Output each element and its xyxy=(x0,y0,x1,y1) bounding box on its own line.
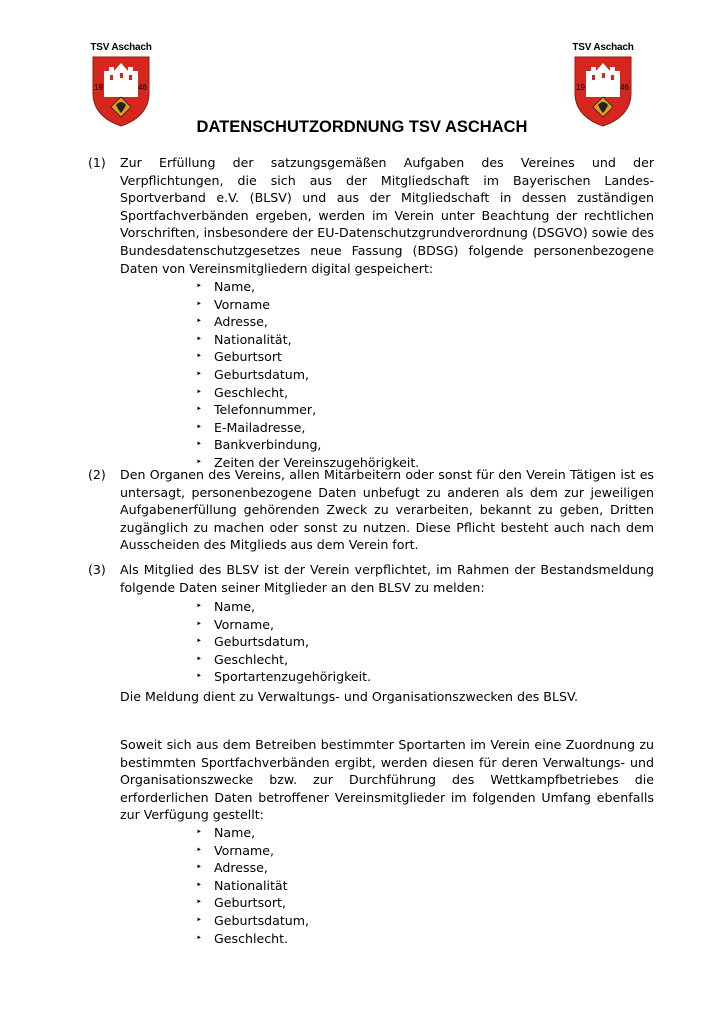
list-item: ‣ Geburtsort xyxy=(196,348,419,366)
list-item: ‣ Name, xyxy=(196,278,419,296)
list-item: ‣ Geburtsdatum, xyxy=(196,633,371,651)
section-number: (1) xyxy=(88,155,106,170)
list-item: ‣ Vorname xyxy=(196,296,419,314)
list-item: ‣ Geschlecht, xyxy=(196,651,371,669)
list-item: ‣ Nationalität xyxy=(196,877,309,895)
list-item: ‣ Geschlecht, xyxy=(196,384,419,402)
list-item: ‣ Geburtsort, xyxy=(196,894,309,912)
club-logo-right xyxy=(568,42,638,128)
logo-year-left: 19 xyxy=(576,83,585,92)
section-number: (2) xyxy=(88,467,106,482)
bullet-list xyxy=(196,278,419,472)
bullet-list xyxy=(196,598,371,686)
section-number: (3) xyxy=(88,562,106,577)
list-item: ‣ Adresse, xyxy=(196,859,309,877)
list-item: ‣ Nationalität, xyxy=(196,331,419,349)
list-item: ‣ Name, xyxy=(196,598,371,616)
list-item: ‣ Geburtsdatum, xyxy=(196,366,419,384)
continuation-text: Soweit sich aus dem Betreiben bestimmter Sportarten im Verein eine Zuordnung zu bestimmten Sportfachverbänden ergibt, werden diesen für deren Verwaltungs- und Organisationszwecke bzw. zur Durchführung des Wettkampfbetriebes die erforderlichen Daten betroffener Vereinsmitglieder im folgenden Umfang ebenfalls zur Verfügung gestellt: xyxy=(120,737,654,823)
section-text: Als Mitglied des BLSV ist der Verein verpflichtet, im Rahmen der Bestandsmeldung folgende Daten seiner Mitglieder an den BLSV zu melden: xyxy=(120,562,654,595)
list-item: ‣ Geburtsdatum, xyxy=(196,912,309,930)
section-text: Den Organen des Vereins, allen Mitarbeitern oder sonst für den Verein Tätigen ist es untersagt, personenbezogene Daten unbefugt zu anderen als dem zur jeweiligen Aufgabenerfüllung gehörenden Zweck zu verarbeiten, bekannt zu geben, Dritten zugänglich zu machen oder sonst zu nutzen. Diese Pflicht besteht auch nach dem Ausscheiden des Mitglieds aus dem Verein fort. xyxy=(120,467,654,553)
logo-year-right: 46 xyxy=(620,83,629,92)
list-item: ‣ Adresse, xyxy=(196,313,419,331)
list-item: ‣ Geschlecht. xyxy=(196,930,309,948)
section-note: Die Meldung dient zu Verwaltungs- und Organisationszwecken des BLSV. xyxy=(120,689,578,704)
logo-club-name: TSV Aschach xyxy=(90,42,152,53)
club-logo-left xyxy=(86,42,156,128)
list-item: ‣ Sportartenzugehörigkeit. xyxy=(196,668,371,686)
section-text: Zur Erfüllung der satzungsgemäßen Aufgaben des Vereines und der Verpflichtungen, die sich aus der Mitgliedschaft im Bayerischen Landes-Sportverband e.V. (BLSV) und aus der Mitgliedschaft in dessen zuständigen Sportfachverbänden ergeben, werden im Verein unter Beachtung der rechtlichen Vorschriften, insbesondere der EU-Datenschutzgrundverordnung (DSGVO) sowie des Bundesdatenschutzgesetzes neue Fassung (BDSG) folgende personenbezogene Daten von Vereinsmitgliedern digital gespeichert: xyxy=(120,155,654,276)
bullet-list xyxy=(196,824,309,947)
list-item: ‣ Zeiten der Vereinszugehörigkeit. xyxy=(196,454,419,472)
logo-club-name: TSV Aschach xyxy=(572,42,634,53)
logo-year-left: 19 xyxy=(94,83,103,92)
page-title: DATENSCHUTZORDNUNG TSV ASCHACH xyxy=(196,118,528,136)
list-item: ‣ Vorname, xyxy=(196,616,371,634)
list-item: ‣ E-Mailadresse, xyxy=(196,419,419,437)
list-item: ‣ Vorname, xyxy=(196,842,309,860)
list-item: ‣ Telefonnummer, xyxy=(196,401,419,419)
list-item: ‣ Bankverbindung, xyxy=(196,436,419,454)
list-item: ‣ Name, xyxy=(196,824,309,842)
logo-year-right: 46 xyxy=(138,83,147,92)
